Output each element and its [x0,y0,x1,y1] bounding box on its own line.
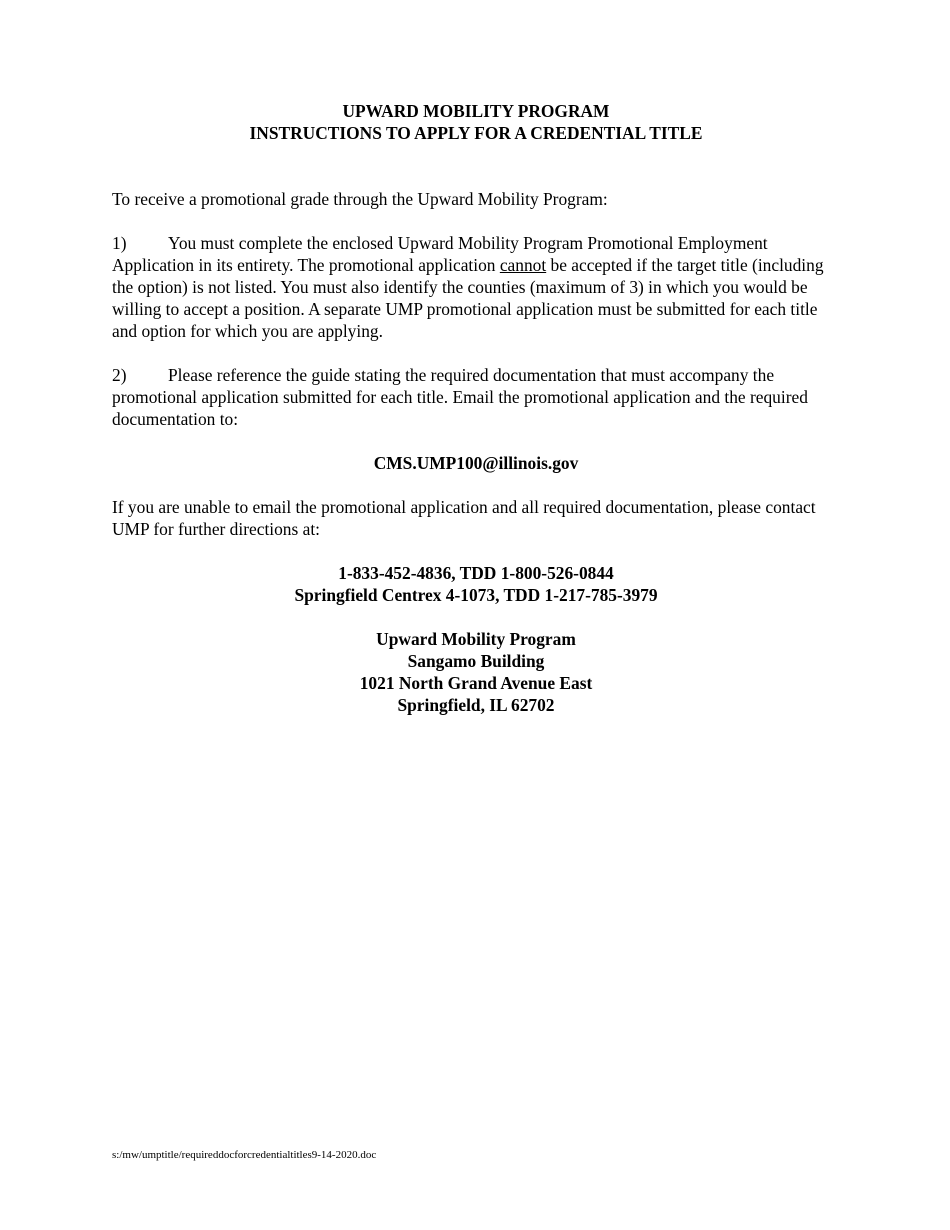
contact-paragraph: If you are unable to email the promotional application and all required documentation, please contact UMP for further directions at: [112,497,816,539]
document-page [112,100,840,716]
email-address: CMS.UMP100@illinois.gov [373,453,579,473]
document-title [112,100,840,144]
phone-line-1: 1-833-452-4836, TDD 1-800-526-0844 [338,563,614,583]
title-line-2: INSTRUCTIONS TO APPLY FOR A CREDENTIAL TITLE [249,123,703,143]
address-line-1: Upward Mobility Program [376,629,576,649]
instruction-item-1 [112,232,840,342]
instruction-item-2 [112,364,840,430]
item-2-number: 2) [112,365,127,385]
address-line-4: Springfield, IL 62702 [397,695,555,715]
item-1-underlined-word: cannot [499,255,547,275]
mailing-address [112,628,840,716]
item-2-text: Please reference the guide stating the required documentation that must accompany the promotional application submitted for each title. Email the promotional application and the required documentation to: [112,365,808,429]
item-1-text-b: be accepted if the target title (including the option) is not listed. You must also identify the counties (maximum of 3) in which you would be willing to accept a position. A separate UMP promotional application must be submitted for each title and option for which you are applying. [112,255,824,341]
document-footer-path: s:/mw/umptitle/requireddocforcredentialtitles9-14-2020.doc [112,1149,377,1161]
address-line-2: Sangamo Building [407,651,545,671]
title-line-1: UPWARD MOBILITY PROGRAM [342,101,610,121]
phone-block [112,562,840,606]
item-1-number: 1) [112,233,127,253]
item-1-text-a: You must complete the enclosed Upward Mobility Program Promotional Employment Application in its entirety. The promotional application [112,233,768,275]
intro-paragraph: To receive a promotional grade through the Upward Mobility Program: [112,189,608,209]
phone-line-2: Springfield Centrex 4-1073, TDD 1-217-785-3979 [294,585,658,605]
address-line-3: 1021 North Grand Avenue East [359,673,593,693]
